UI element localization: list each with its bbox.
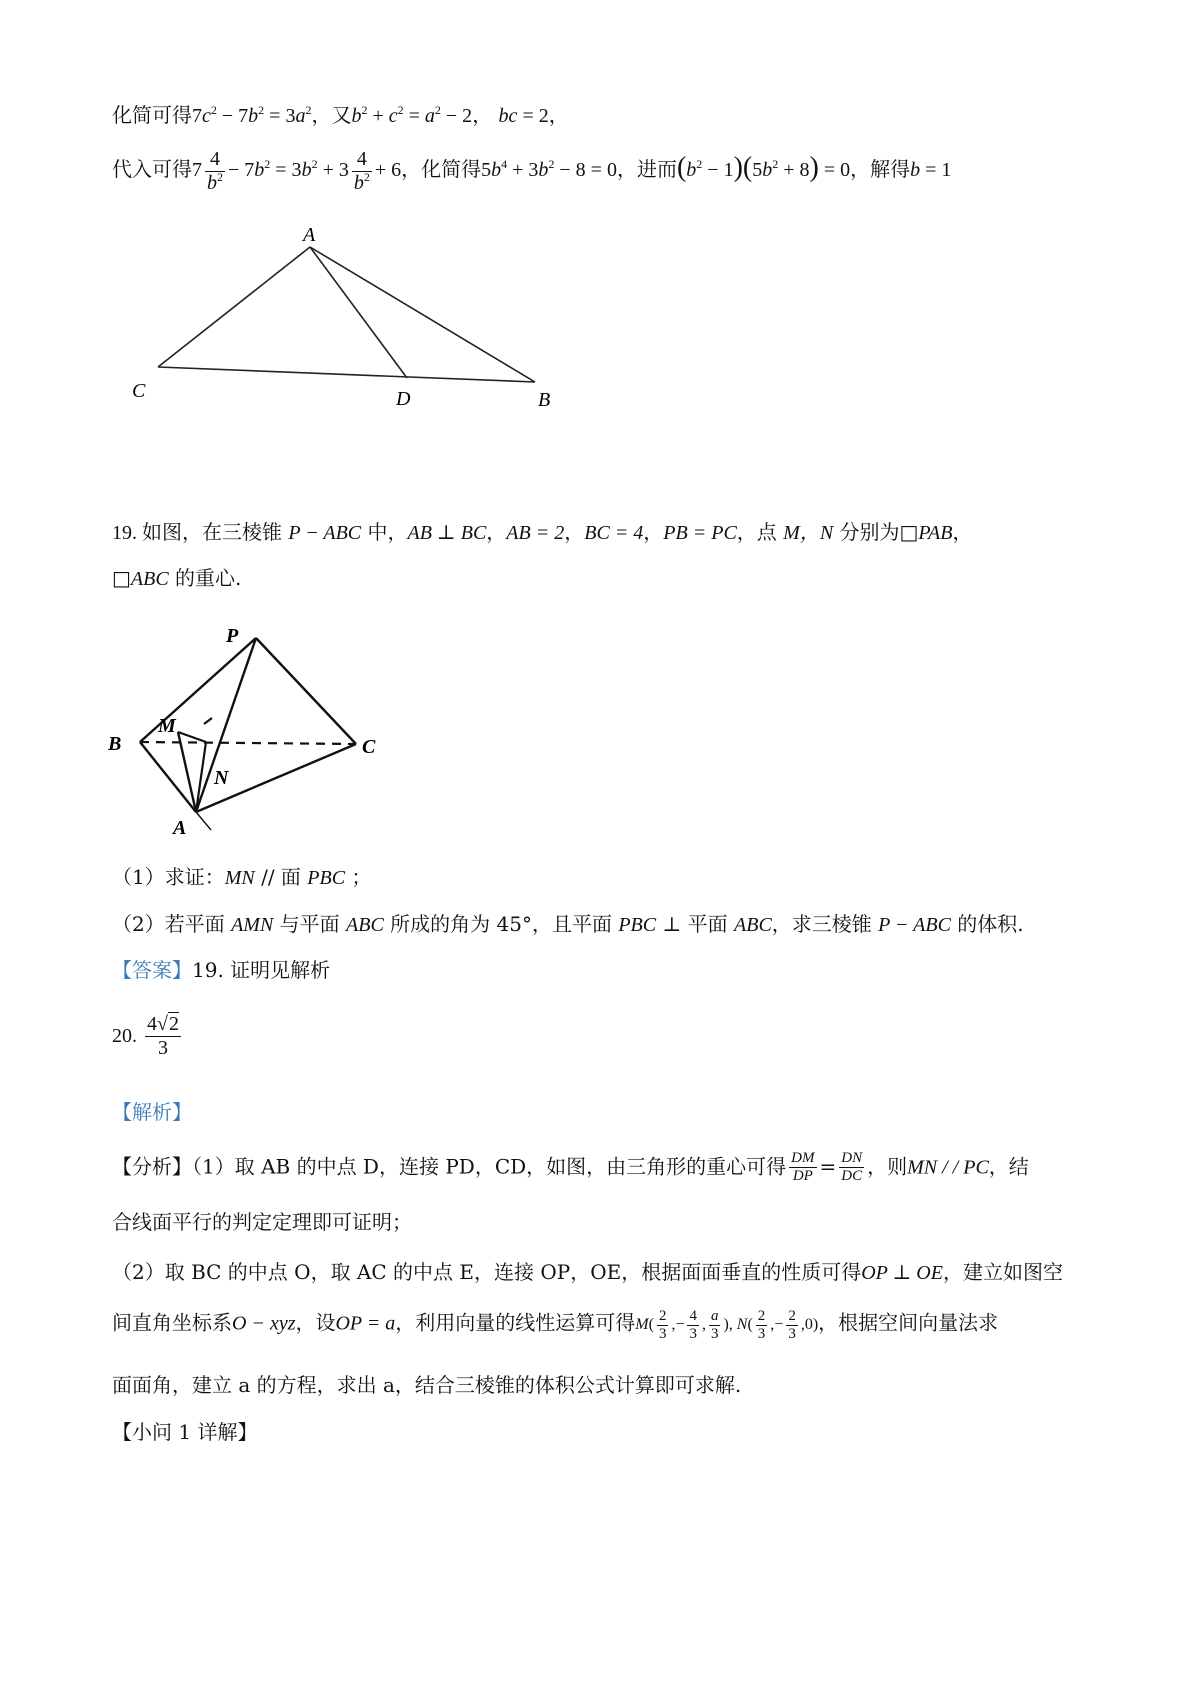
fraction-dm-dp: $\frac{DM}{DP}$ (791, 1150, 815, 1185)
question-19-line-1: 19. 如图，在三棱锥 P − ABC 中，AB ⊥ BC，AB = 2，BC = 4，PB = PC，点 M，N 分别为□PAB， (112, 520, 973, 544)
subquestion-1-heading: 【小问 1 详解】 (112, 1420, 258, 1444)
simplified-equation: $5b^4 + 3b^2 - 8 = 0$ (481, 157, 617, 182)
question-19-line-2: □ABC 的重心. (112, 566, 242, 590)
label-n: N (214, 767, 229, 789)
analysis-line-4: 间直角坐标系O − xyz，设OP = a，利用向量的线性运算可得M( $\frac{2}{3}$ ,− $\frac{4}{3}$ , $\frac{a}{3}$ ), N( $\frac{2}{3}$ ,− $\frac{2}{3}$ ,0)，根据空间向量法求 (112, 1308, 999, 1343)
edge-ac (158, 247, 310, 367)
edge-ab (310, 247, 535, 382)
triangle-figure (120, 225, 620, 450)
answer-line: 【答案】19. 证明见解析 (112, 958, 331, 982)
part-1: （1）求证：MN // 面 PBC ； (112, 865, 372, 889)
label-c: C (362, 736, 376, 758)
label-b: B (538, 389, 551, 411)
equation-2: $b^2 + c^2 = a^2 - 2$ (351, 103, 473, 127)
fraction-dn-dc: $\frac{DN}{DC}$ (841, 1150, 863, 1185)
tick-mark (196, 812, 211, 830)
label-a: A (303, 225, 316, 246)
analysis-line-1: 【分析】（1）取 AB 的中点 D，连接 PD，CD，如图，由三角形的重心可得 $\frac{DM}{DP}$ = $\frac{DN}{DC}$ ，则MN / / PC，结 (112, 1150, 1029, 1185)
edge-ad (310, 247, 407, 378)
label-d: D (396, 388, 411, 410)
derivation-line-1: 化简可得$7c^2 - 7b^2 = 3a^2$，又$b^2 + c^2 = a^2 - 2$， bc = 2， (112, 103, 569, 127)
equation-3: bc = 2 (498, 105, 549, 127)
answer-tag: 【答案】 (112, 958, 192, 982)
analysis-line-3: （2）取 BC 的中点 O，取 AC 的中点 E，连接 OP，OE，根据面面垂直的性质可得OP ⊥ OE，建立如图空 (112, 1260, 1063, 1284)
edge-bc-hidden (140, 742, 356, 744)
label-c: C (132, 380, 146, 402)
pyramid-figure (108, 620, 408, 840)
edge-pc (256, 638, 356, 744)
label-b: B (108, 733, 122, 755)
analysis-line-5: 面面角，建立 a 的方程，求出 a，结合三棱锥的体积公式计算即可求解. (112, 1373, 742, 1397)
label-p: P (226, 625, 239, 647)
substituted-equation: 7 $\frac{4}{b^2}$ − $7b^2 = 3b^2 + 3$ $\frac{4}{b^2}$ + 6 (192, 148, 402, 194)
analysis-heading: 【解析】 (112, 1100, 192, 1124)
segment-an (196, 742, 206, 812)
segment-mn (178, 732, 206, 742)
equation-1: $7c^2 - 7b^2 = 3a^2$ (192, 103, 312, 127)
label-a: A (173, 817, 187, 839)
derivation-line-2: 代入可得7 $\frac{4}{b^2}$ − $7b^2 = 3b^2 + 3$ $\frac{4}{b^2}$ + 6，化简得$5b^4 + 3b^2 - 8 = 0$，进而$(b^2 - 1)(5b^2 + 8) = 0$，解得b = 1 (112, 148, 952, 194)
n-marker (204, 718, 212, 724)
answer-20: 20. $\frac{4√2}{3}$ (112, 1013, 179, 1059)
solution-b: b = 1 (910, 159, 952, 182)
analysis-line-2: 合线面平行的判定定理即可证明； (112, 1210, 412, 1234)
label-m: M (158, 715, 176, 737)
part-2: （2）若平面 AMN 与平面 ABC 所成的角为 45°，且平面 PBC ⊥ 平面 ABC，求三棱锥 P − ABC 的体积. (112, 912, 1024, 936)
factored-equation: $(b^2 - 1)(5b^2 + 8) = 0$ (676, 152, 851, 184)
answer-20-fraction: $\frac{4√2}{3}$ (147, 1013, 179, 1059)
edge-cb (158, 367, 535, 382)
coordinates-mn: M( $\frac{2}{3}$ ,− $\frac{4}{3}$ , $\frac{a}{3}$ ), N( $\frac{2}{3}$ ,− $\frac{2}{3}$ ,0) (635, 1308, 819, 1343)
